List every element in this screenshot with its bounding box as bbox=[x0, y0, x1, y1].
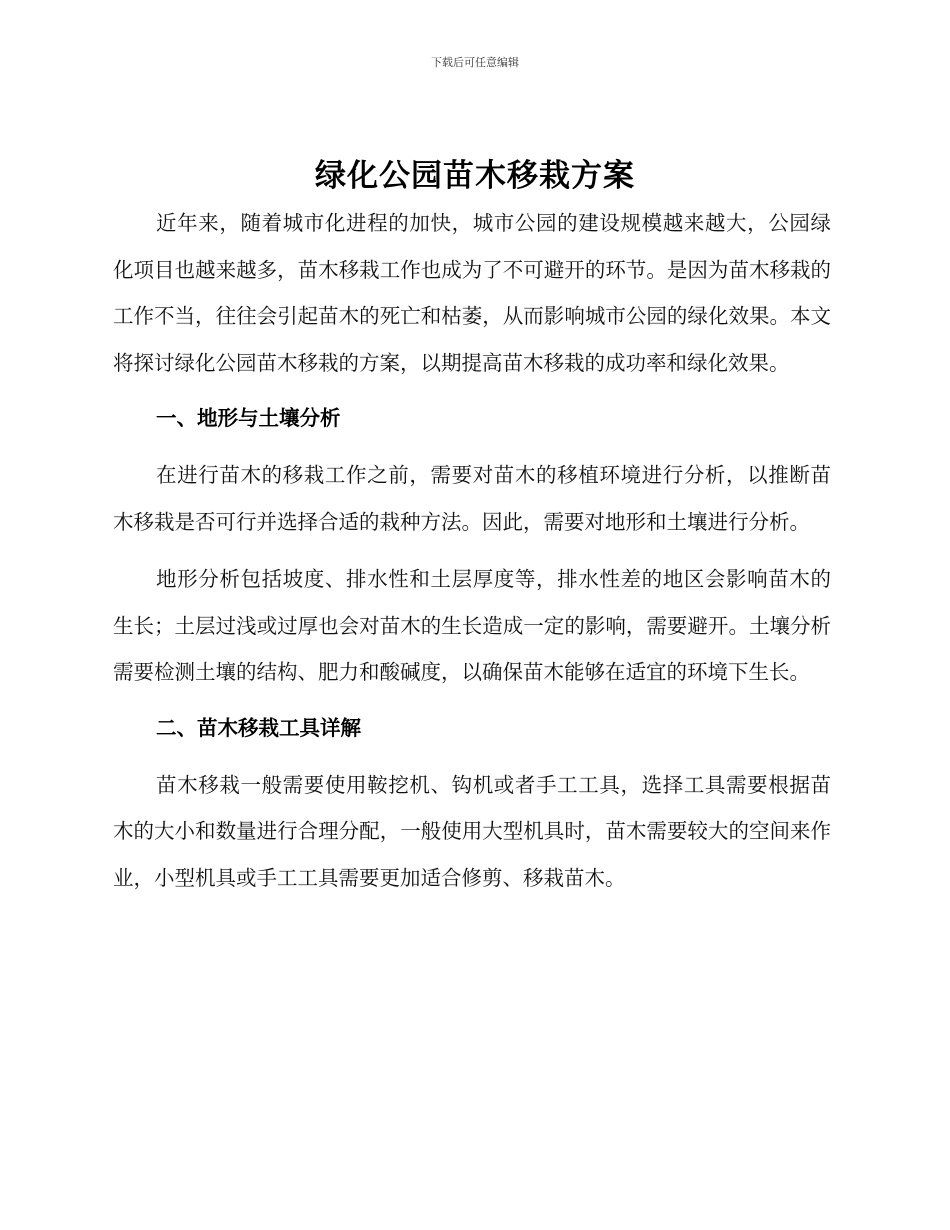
header-note: 下载后可任意编辑 bbox=[431, 56, 519, 69]
intro-paragraph: 近年来，随着城市化进程的加快，城市公园的建设规模越来越大，公园绿化项目也越来越多，苗木移栽工作也成为了不可避开的环节。是因为苗木移栽的工作不当，往往会引起苗木的死亡和枯萎，从而影响城市公园的绿化效果。本文将探讨绿化公园苗木移栽的方案，以期提高苗木移栽的成功率和绿化效果。 bbox=[113, 211, 831, 375]
section-heading-tools: 二、苗木移栽工具详解 bbox=[156, 715, 361, 740]
terrain-soil-paragraph-1: 在进行苗木的移栽工作之前，需要对苗木的移植环境进行分析，以推断苗木移栽是否可行并选择合适的栽种方法。因此，需要对地形和土壤进行分析。 bbox=[113, 463, 831, 534]
terrain-soil-paragraph-2: 地形分析包括坡度、排水性和土层厚度等，排水性差的地区会影响苗木的生长；土层过浅或过厚也会对苗木的生长造成一定的影响，需要避开。土壤分析需要检测土壤的结构、肥力和酸碱度，以确保苗木能够在适宜的环境下生长。 bbox=[113, 567, 831, 684]
document-title: 绿化公园苗木移栽方案 bbox=[315, 158, 635, 194]
document-body bbox=[113, 200, 831, 912]
section-heading-terrain-soil: 一、地形与土壤分析 bbox=[156, 406, 341, 430]
tools-paragraph-1: 苗木移栽一般需要使用鞍挖机、钩机或者手工工具，选择工具需要根据苗木的大小和数量进行合理分配，一般使用大型机具时，苗木需要较大的空间来作业，小型机具或手工工具需要更加适合修剪、移栽苗木。 bbox=[113, 772, 831, 890]
